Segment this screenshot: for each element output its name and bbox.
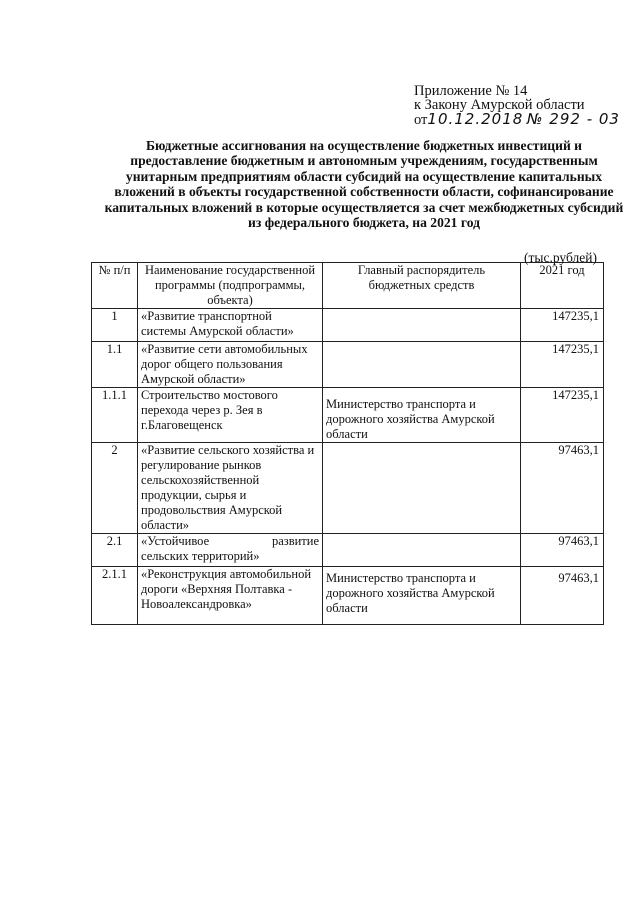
table-row [92,443,604,534]
row-manager [323,443,521,534]
row-amount: 147235,1 [521,388,604,443]
row-num: 2 [92,443,138,534]
row-amount: 97463,1 [521,443,604,534]
row-name: «Развитие сети автомобильных дорог общего пользования Амурской области» [138,342,323,388]
header-name: Наименование государственной программы (подпрограммы, объекта) [138,263,323,309]
row-name [138,534,323,567]
table-row [92,534,604,567]
row-name [138,309,323,342]
row-num: 1 [92,309,138,342]
handwritten-number: № 292 - 03 [526,110,620,128]
row-manager: Министерство транспорта и дорожного хозяйства Амурской области [323,388,521,443]
header-manager: Главный распорядитель бюджетных средств [323,263,521,309]
row-manager [323,309,521,342]
row-name: «Развитие сельского хозяйства и регулирование рынков сельскохозяйственной продукции, сырья и продовольствия Амурской области» [138,443,323,534]
row-name: Строительство мостового перехода через р. Зея в г.Благовещенск [138,388,323,443]
handwritten-date: 10.12.2018 [427,110,524,128]
row-name-line: «Развитие транспортной [141,309,272,323]
table-row [92,309,604,342]
table-header-row [92,263,604,309]
appendix-block [414,84,620,127]
table-row [92,567,604,625]
row-manager: Министерство транспорта и дорожного хозяйства Амурской области [323,567,521,625]
row-name-line: системы Амурской области» [141,324,294,338]
row-num: 2.1.1 [92,567,138,625]
units-label: (тыс.рублей) [524,250,597,265]
row-name-line: «Устойчивое развитие [141,534,319,548]
table-row [92,388,604,443]
appendix-law: к Закону Амурской области [414,97,585,113]
document-title: Бюджетные ассигнования на осуществление бюджетных инвестиций и предоставление бюджетным и автономным учреждениям, государственным унитарным предприятиям области субсидий на осуществление капитальных вложений в объекты государственной собственности области, софинансирование капитальных вложений в которые осуществляется за счет межбюджетных субсидий из федерального бюджета, на 2021 год [104,138,624,231]
row-name: «Реконструкция автомобильной дороги «Верхняя Полтавка - Новоалександровка» [138,567,323,625]
row-num: 2.1 [92,534,138,567]
row-name-line: сельских территорий» [141,549,260,563]
row-amount: 97463,1 [521,567,604,625]
row-manager [323,342,521,388]
row-amount: 147235,1 [521,309,604,342]
row-num: 1.1.1 [92,388,138,443]
appendix-date-line [414,112,620,127]
row-num: 1.1 [92,342,138,388]
header-year: 2021 год [521,263,604,309]
row-amount: 97463,1 [521,534,604,567]
table-row [92,342,604,388]
budget-table [91,262,604,625]
appendix-number: Приложение № 14 [414,83,528,99]
row-amount: 147235,1 [521,342,604,388]
row-manager [323,534,521,567]
date-prefix: от [414,112,428,128]
header-num: № п/п [92,263,138,309]
